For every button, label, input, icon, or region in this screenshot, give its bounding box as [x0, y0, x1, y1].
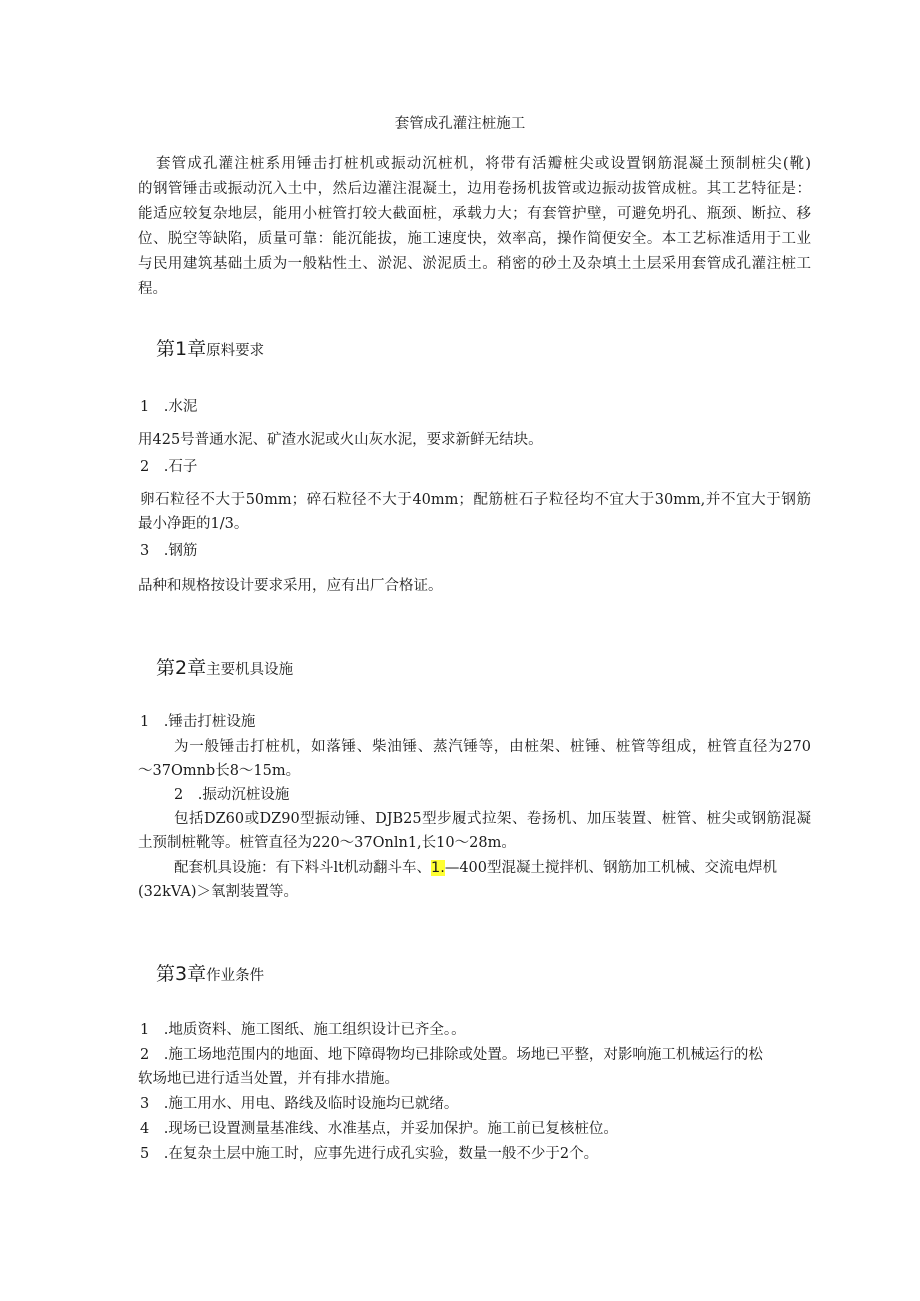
ch2-item-1-label: 1 .锤击打桩设施 — [140, 714, 256, 730]
chapter-2-number: 第2章 — [156, 657, 207, 679]
ch1-item-2-body-line-1: 卵石粒径不大于50mm；碎石粒径不大于40mm；配筋桩石子粒径均不宜大于30mm,并不宜大于钢筋 — [140, 492, 811, 508]
chapter-3-heading — [156, 959, 264, 991]
chapter-2-heading — [156, 653, 293, 685]
ch1-item-1-body: 用425号普通水泥、矿渣水泥或火山灰水泥，要求新鲜无结块。 — [138, 432, 543, 448]
ch3-item-4 — [140, 1117, 618, 1141]
intro-line-3: 能适应较复杂地层，能用小桩管打较大截面桩，承载力大；有套管护壁，可避免坍孔、瓶颈、断拉、移 — [138, 206, 811, 222]
ch3-item-5 — [140, 1142, 598, 1166]
intro-line-6: 程。 — [138, 281, 167, 297]
document-title: 套管成孔灌注桩施工 — [394, 116, 526, 132]
chapter-1-heading — [156, 334, 264, 366]
ch2-item-1-body-line-1: 为一般锤击打桩机，如落锤、柴油锤、蒸汽锤等，由桩架、桩锤、桩管等组成，桩管直径为270 — [174, 739, 811, 755]
chapter-1-number: 第1章 — [156, 338, 207, 360]
ch3-item-3 — [140, 1092, 458, 1116]
ch3-item-1-text: 地质资料、施工图纸、施工组织设计已齐全。。 — [168, 1022, 466, 1038]
ch3-item-5-text: 在复杂土层中施工时，应事先进行成孔实验，数量一般不少于2个。 — [168, 1146, 599, 1162]
ch3-item-5-label: 5 . — [140, 1146, 169, 1162]
chapter-3-number: 第3章 — [156, 963, 207, 985]
ch3-item-4-text: 现场已设置测量基准线、水准基点，并妥加保护。施工前已复核桩位。 — [168, 1121, 618, 1137]
ch2-item-2-body-line-2: 土预制桩靴等。桩管直径为220～37Onln1,长10～28m。 — [138, 835, 516, 851]
ch3-item-2 — [140, 1043, 763, 1067]
ch2-extra-line-2: (32kVA)＞氧割装置等。 — [138, 884, 299, 900]
ch1-item-2-label: 2 .石子 — [140, 459, 198, 475]
ch1-item-3-body: 品种和规格按设计要求采用，应有出厂合格证。 — [138, 578, 443, 594]
ch2-item-2-body-line-1: 包括DZ60或DZ90型振动锤、DJB25型步履式拉架、卷扬机、加压装置、桩管、桩尖或钢筋混凝 — [174, 811, 811, 827]
chapter-1-title: 原料要求 — [206, 343, 265, 359]
chapter-3-title: 作业条件 — [206, 968, 265, 984]
ch2-item-1-body-line-2: ～37Omnb长8～15m。 — [138, 763, 301, 779]
ch3-item-1 — [140, 1018, 466, 1042]
ch2-extra-pre: 配套机具设施：有下料斗lt机动翻斗车、 — [174, 860, 431, 876]
ch1-item-3-label: 3 .钢筋 — [140, 543, 198, 559]
ch2-item-2-label: 2 .振动沉桩设施 — [174, 787, 290, 803]
ch3-item-1-label: 1 . — [140, 1022, 169, 1038]
ch3-item-3-text: 施工用水、用电、路线及临时设施均已就绪。 — [168, 1096, 459, 1112]
ch3-item-4-label: 4 . — [140, 1121, 169, 1137]
ch2-extra-highlight: 1. — [430, 860, 445, 876]
ch3-item-2-text: 施工场地范围内的地面、地下障碍物均已排除或处置。场地已平整，对影响施工机械运行的松 — [168, 1047, 763, 1063]
intro-line-1: 套管成孔灌注桩系用锤击打桩机或振动沉桩机，将带有活瓣桩尖或设置钢筋混凝土预制桩尖(靴) — [156, 156, 811, 172]
ch3-item-3-label: 3 . — [140, 1096, 169, 1112]
ch3-item-2-label: 2 . — [140, 1047, 169, 1063]
chapter-2-title: 主要机具设施 — [206, 662, 294, 678]
ch1-item-1-label: 1 .水泥 — [140, 399, 198, 415]
intro-line-4: 位、脱空等缺陷，质量可靠：能沉能拔，施工速度快，效率高，操作简便安全。本工艺标准适用于工业 — [138, 231, 811, 247]
ch2-extra-post: —400型混凝土搅拌机、钢筋加工机械、交流电焊机 — [444, 860, 777, 876]
ch3-item-2-cont: 软场地已进行适当处置，并有排水措施。 — [138, 1071, 399, 1087]
intro-line-5: 与民用建筑基础土质为一般粘性土、淤泥、淤泥质土。稍密的砂土及杂填土土层采用套管成孔灌注桩工 — [138, 256, 811, 272]
ch1-item-2-body-line-2: 最小净距的1/3。 — [138, 516, 249, 532]
ch2-extra-line-1 — [174, 856, 777, 880]
intro-line-2: 的钢管锤击或振动沉入土中，然后边灌注混凝土，边用卷扬机拔管或边振动拔管成桩。其工艺特征是： — [138, 181, 811, 197]
